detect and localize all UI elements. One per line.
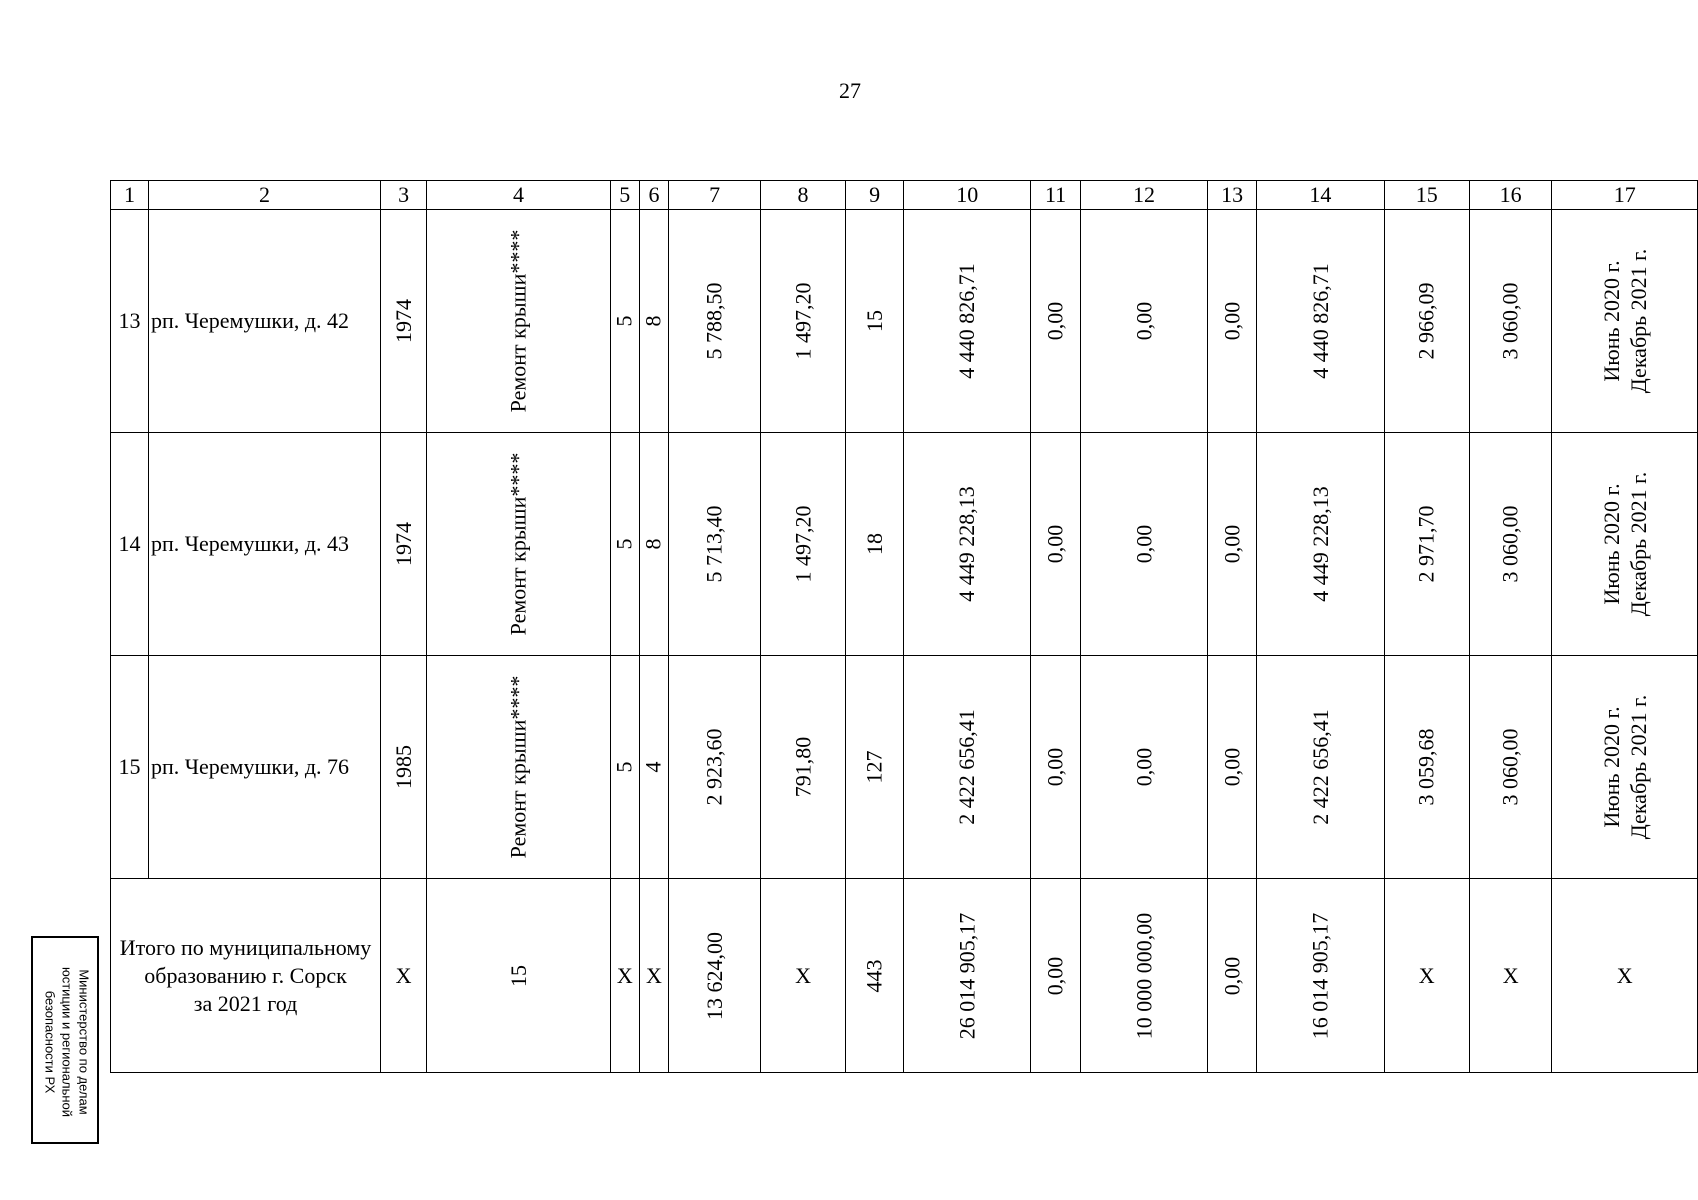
value-cell-11 [1031, 210, 1080, 433]
value-cell-12-text: 0,00 [1130, 524, 1156, 564]
total-label-line-2: образованию г. Сорск [144, 962, 347, 988]
value-cell-10 [903, 210, 1031, 433]
work-type-cell-text: Ремонт крыши**** [505, 675, 531, 859]
year-cell [381, 656, 427, 879]
period-end: Декабрь 2021 г. [1625, 471, 1651, 617]
value-cell-13 [1208, 433, 1257, 656]
stamp-text [42, 967, 93, 1117]
year-cell [381, 433, 427, 656]
value-cell-5-text: 5 [611, 538, 637, 550]
address-cell: рп. Черемушки, д. 42 [148, 210, 380, 433]
total-label [111, 879, 381, 1073]
period-start: Июнь 2020 г. [1598, 706, 1624, 828]
column-number-6: 6 [639, 181, 669, 210]
total-cell-14-text: 16 014 905,17 [1307, 912, 1333, 1039]
value-cell-14-text: 4 449 228,13 [1307, 486, 1333, 602]
value-cell-13 [1208, 656, 1257, 879]
value-cell-16-text: 3 060,00 [1497, 282, 1523, 360]
column-number-14: 14 [1257, 181, 1385, 210]
total-cell-13 [1208, 879, 1257, 1073]
period-cell [1552, 656, 1698, 879]
period-end: Декабрь 2021 г. [1625, 694, 1651, 840]
period-text [1598, 472, 1652, 616]
value-cell-8 [760, 656, 845, 879]
value-cell-6-text: 4 [640, 761, 666, 773]
row-number: 15 [111, 656, 149, 879]
total-cell-5: Х [610, 879, 639, 1073]
value-cell-7 [669, 656, 761, 879]
total-label-line-3: за 2021 год [193, 990, 298, 1016]
value-cell-8-text: 1 497,20 [790, 505, 816, 583]
work-type-cell [427, 656, 611, 879]
column-number-10: 10 [903, 181, 1031, 210]
value-cell-5-text: 5 [611, 315, 637, 327]
total-cell-10 [903, 879, 1031, 1073]
value-cell-6 [639, 433, 669, 656]
stamp-line-1: Министерство по делам [76, 969, 92, 1115]
period-cell [1552, 433, 1698, 656]
value-cell-7-text: 2 923,60 [701, 728, 727, 806]
value-cell-10 [903, 433, 1031, 656]
value-cell-9 [846, 210, 904, 433]
work-type-cell [427, 210, 611, 433]
address-cell: рп. Черемушки, д. 76 [148, 656, 380, 879]
value-cell-7 [669, 210, 761, 433]
value-cell-11-text: 0,00 [1042, 301, 1068, 341]
total-cell-10-text: 26 014 905,17 [954, 912, 980, 1039]
capital-repair-table [110, 180, 1698, 1073]
year-cell-text: 1974 [390, 522, 416, 566]
value-cell-5-text: 5 [611, 761, 637, 773]
column-number-5: 5 [610, 181, 639, 210]
value-cell-15 [1384, 656, 1469, 879]
value-cell-5 [610, 210, 639, 433]
value-cell-7 [669, 433, 761, 656]
total-cell-12-text: 10 000 000,00 [1130, 912, 1156, 1039]
ministry-stamp [31, 936, 99, 1144]
column-number-15: 15 [1384, 181, 1469, 210]
value-cell-15 [1384, 433, 1469, 656]
year-cell [381, 210, 427, 433]
value-cell-8 [760, 433, 845, 656]
total-cell-11 [1031, 879, 1080, 1073]
total-cell-12 [1080, 879, 1208, 1073]
total-cell-14 [1257, 879, 1385, 1073]
value-cell-7-text: 5 713,40 [701, 505, 727, 583]
total-cell-3: Х [381, 879, 427, 1073]
column-number-16: 16 [1469, 181, 1552, 210]
total-cell-6: Х [639, 879, 669, 1073]
column-number-9: 9 [846, 181, 904, 210]
column-number-11: 11 [1031, 181, 1080, 210]
value-cell-9 [846, 656, 904, 879]
column-number-8: 8 [760, 181, 845, 210]
value-cell-14 [1257, 210, 1385, 433]
period-start: Июнь 2020 г. [1598, 260, 1624, 382]
total-cell-4-text: 15 [505, 964, 531, 987]
row-number: 14 [111, 433, 149, 656]
stamp-line-2: юстиции и региональной [59, 966, 75, 1118]
value-cell-15-text: 2 966,09 [1413, 282, 1439, 360]
year-cell-text: 1985 [390, 745, 416, 789]
value-cell-12 [1080, 433, 1208, 656]
total-cell-16: Х [1469, 879, 1552, 1073]
table-row [111, 656, 1698, 879]
value-cell-8 [760, 210, 845, 433]
value-cell-12 [1080, 210, 1208, 433]
year-cell-text: 1974 [390, 299, 416, 343]
work-type-cell-text: Ремонт крыши**** [505, 229, 531, 413]
value-cell-14-text: 2 422 656,41 [1307, 709, 1333, 825]
column-number-3: 3 [381, 181, 427, 210]
value-cell-12-text: 0,00 [1130, 747, 1156, 787]
work-type-cell [427, 433, 611, 656]
value-cell-16 [1469, 433, 1552, 656]
value-cell-9-text: 18 [861, 533, 887, 555]
total-cell-4 [427, 879, 611, 1073]
value-cell-10-text: 4 440 826,71 [954, 263, 980, 379]
value-cell-5 [610, 656, 639, 879]
value-cell-8-text: 1 497,20 [790, 282, 816, 360]
column-number-1: 1 [111, 181, 149, 210]
value-cell-11-text: 0,00 [1042, 747, 1068, 787]
column-number-4: 4 [427, 181, 611, 210]
value-cell-6 [639, 656, 669, 879]
total-cell-9 [846, 879, 904, 1073]
value-cell-11 [1031, 656, 1080, 879]
value-cell-16 [1469, 656, 1552, 879]
value-cell-10-text: 4 449 228,13 [954, 486, 980, 602]
value-cell-8-text: 791,80 [790, 736, 816, 798]
column-number-7: 7 [669, 181, 761, 210]
value-cell-15 [1384, 210, 1469, 433]
stamp-line-3: безопасности РХ [42, 990, 58, 1094]
value-cell-16-text: 3 060,00 [1497, 728, 1523, 806]
value-cell-13-text: 0,00 [1219, 301, 1245, 341]
address-cell: рп. Черемушки, д. 43 [148, 433, 380, 656]
value-cell-13 [1208, 210, 1257, 433]
row-number: 13 [111, 210, 149, 433]
period-start: Июнь 2020 г. [1598, 483, 1624, 605]
value-cell-12 [1080, 656, 1208, 879]
total-cell-17: Х [1552, 879, 1698, 1073]
value-cell-14-text: 4 440 826,71 [1307, 263, 1333, 379]
period-text [1598, 695, 1652, 839]
period-cell [1552, 210, 1698, 433]
value-cell-14 [1257, 433, 1385, 656]
value-cell-9-text: 127 [861, 750, 887, 784]
total-cell-7-text: 13 624,00 [701, 931, 727, 1020]
column-number-13: 13 [1208, 181, 1257, 210]
value-cell-7-text: 5 788,50 [701, 282, 727, 360]
value-cell-16 [1469, 210, 1552, 433]
value-cell-5 [610, 433, 639, 656]
value-cell-6-text: 8 [640, 538, 666, 550]
total-cell-11-text: 0,00 [1042, 956, 1068, 995]
value-cell-9 [846, 433, 904, 656]
work-type-cell-text: Ремонт крыши**** [505, 452, 531, 636]
value-cell-12-text: 0,00 [1130, 301, 1156, 341]
total-cell-13-text: 0,00 [1219, 956, 1245, 995]
value-cell-13-text: 0,00 [1219, 747, 1245, 787]
value-cell-10-text: 2 422 656,41 [954, 709, 980, 825]
value-cell-11-text: 0,00 [1042, 524, 1068, 564]
period-end: Декабрь 2021 г. [1625, 248, 1651, 394]
value-cell-15-text: 2 971,70 [1413, 505, 1439, 583]
total-cell-7 [669, 879, 761, 1073]
value-cell-10 [903, 656, 1031, 879]
period-text [1598, 249, 1652, 393]
value-cell-16-text: 3 060,00 [1497, 505, 1523, 583]
total-label-line-1: Итого по муниципальному [119, 934, 372, 960]
page-number: 27 [839, 78, 861, 103]
column-number-2: 2 [148, 181, 380, 210]
value-cell-14 [1257, 656, 1385, 879]
column-number-12: 12 [1080, 181, 1208, 210]
value-cell-6-text: 8 [640, 315, 666, 327]
table-row [111, 433, 1698, 656]
column-number-row [111, 181, 1698, 210]
total-cell-8: Х [760, 879, 845, 1073]
value-cell-6 [639, 210, 669, 433]
total-cell-15: Х [1384, 879, 1469, 1073]
value-cell-11 [1031, 433, 1080, 656]
table-row [111, 210, 1698, 433]
value-cell-9-text: 15 [861, 310, 887, 332]
total-row [111, 879, 1698, 1073]
column-number-17: 17 [1552, 181, 1698, 210]
value-cell-15-text: 3 059,68 [1413, 728, 1439, 806]
total-cell-9-text: 443 [861, 959, 887, 992]
value-cell-13-text: 0,00 [1219, 524, 1245, 564]
